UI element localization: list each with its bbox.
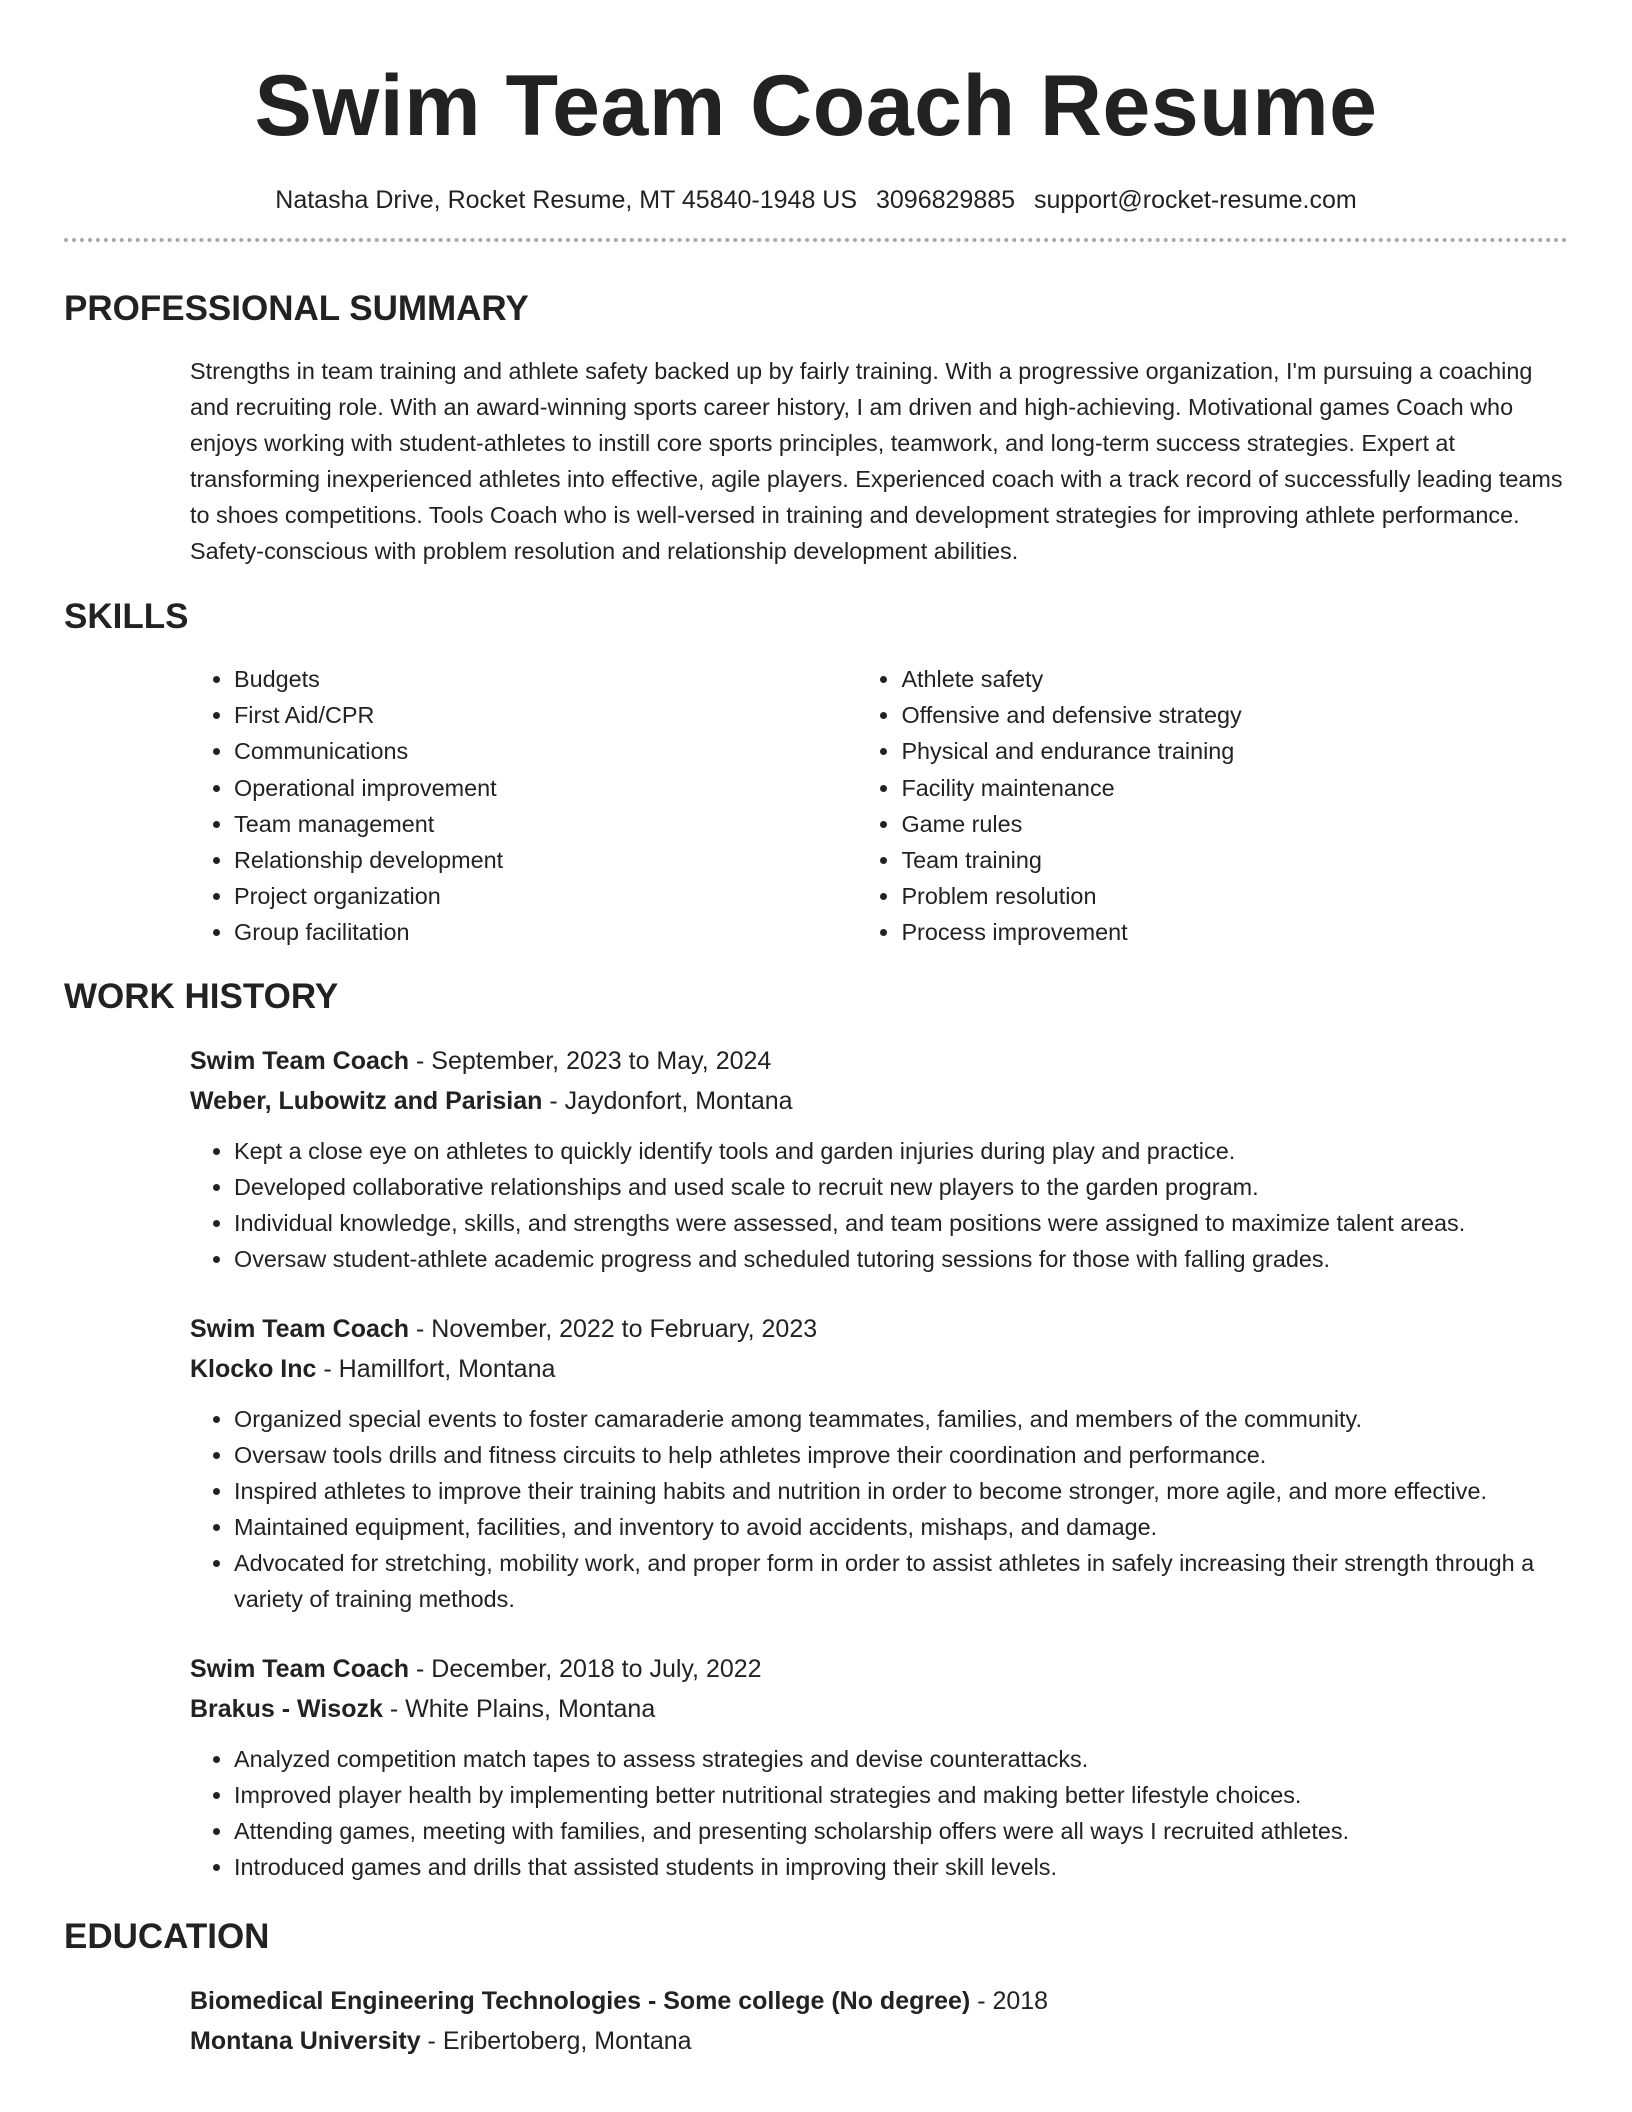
job-bullet: • Kept a close eye on athletes to quickly identify tools and garden injuries during play and practice. [234,1133,1568,1169]
job-company-line [190,1349,1568,1389]
job-bullet: • Attending games, meeting with families, and presenting scholarship offers were all ways I recruited athletes. [234,1813,1568,1849]
skill-item: • Team training [901,842,1568,878]
skill-item: • Facility maintenance [901,770,1568,806]
job-company: Brakus - Wisozk [190,1694,383,1723]
job-bullet: • Oversaw student-athlete academic progress and scheduled tutoring sessions for those with falling grades. [234,1241,1568,1277]
section-heading-work-history: WORK HISTORY [64,976,339,1016]
skill-item: • Game rules [901,806,1568,842]
job-dates: November, 2022 to February, 2023 [431,1314,818,1343]
job-title-line [190,1309,1568,1349]
job-bullets [190,1401,1568,1617]
section-heading-education: EDUCATION [64,1916,270,1956]
skills-list [190,661,1568,951]
job-bullet: • Individual knowledge, skills, and strengths were assessed, and team positions were assigned to maximize talent areas. [234,1205,1568,1241]
education-school-line [190,2021,1568,2061]
job-entry [190,1649,1568,1885]
job-bullet: • Maintained equipment, facilities, and inventory to avoid accidents, mishaps, and damage. [234,1509,1568,1545]
job-company: Klocko Inc [190,1354,317,1383]
section-heading-skills: SKILLS [64,597,189,636]
job-bullet: • Oversaw tools drills and fitness circuits to help athletes improve their coordination and performance. [234,1437,1568,1473]
job-bullets [190,1133,1568,1277]
job-location: White Plains, Montana [405,1694,656,1723]
skill-item: • Problem resolution [901,878,1568,914]
job-dates: September, 2023 to May, 2024 [431,1046,772,1075]
resume-page [64,0,1568,2061]
job-title-line [190,1041,1568,1081]
education-year: 2018 [992,1986,1049,2015]
separator: - [316,1354,339,1383]
job-dates: December, 2018 to July, 2022 [431,1654,762,1683]
skill-item: • Team management [234,806,857,842]
job-company: Weber, Lubowitz and Parisian [190,1086,543,1115]
skill-item: • Project organization [234,878,857,914]
skill-item: • First Aid/CPR [234,697,857,733]
skill-item: • Budgets [234,661,857,697]
summary-text: Strengths in team training and athlete safety backed up by fairly training. With a progressive organization, I'm pursuing a coaching and recruiting role. With an award-winning sports career history, I am driven and high-achieving. Motivational games Coach who enjoys working with student-athletes to instill core sports principles, teamwork, and long-term success strategies. Expert at transforming inexperienced athletes into effective, agile players. Experienced coach with a track record of successfully leading teams to shoes competitions. Tools Coach who is well-versed in training and development strategies for improving athlete performance. Safety-conscious with problem resolution and relationship development abilities. [190,358,1563,564]
job-title: Swim Team Coach [190,1046,410,1075]
job-title: Swim Team Coach [190,1314,410,1343]
contact-address: Natasha Drive, Rocket Resume, MT 45840-1948 US [275,186,858,214]
job-title: Swim Team Coach [190,1654,410,1683]
header-divider [64,238,1568,242]
job-location: Jaydonfort, Montana [564,1086,793,1115]
education-school: Montana University [190,2026,421,2055]
skill-item: • Physical and endurance training [901,733,1568,769]
separator: - [420,2026,443,2055]
contact-phone: 3096829885 [876,186,1016,214]
job-title-line [190,1649,1568,1689]
job-bullet: • Inspired athletes to improve their training habits and nutrition in order to become stronger, more agile, and more effective. [234,1473,1568,1509]
job-bullet: • Improved player health by implementing better nutritional strategies and making better lifestyle choices. [234,1777,1568,1813]
job-entry [190,1041,1568,1277]
section-heading-summary: PROFESSIONAL SUMMARY [64,289,529,328]
job-entry [190,1309,1568,1617]
separator: - [970,1986,993,2015]
separator: - [542,1086,565,1115]
skill-item: • Group facilitation [234,914,857,950]
skill-item: • Operational improvement [234,770,857,806]
contact-line [64,184,1568,216]
separator: - [409,1654,432,1683]
education-location: Eribertoberg, Montana [442,2026,692,2055]
skill-item: • Process improvement [901,914,1568,950]
job-company-line [190,1081,1568,1121]
skill-item: • Athlete safety [901,661,1568,697]
skill-item: • Relationship development [234,842,857,878]
skills-column-left [190,661,857,951]
job-bullet: • Developed collaborative relationships and used scale to recruit new players to the garden program. [234,1169,1568,1205]
separator: - [382,1694,406,1723]
separator: - [409,1046,432,1075]
job-bullet: • Analyzed competition match tapes to assess strategies and devise counterattacks. [234,1741,1568,1777]
education-entry [190,1981,1568,2061]
job-bullet: • Organized special events to foster camaraderie among teammates, families, and members of the community. [234,1401,1568,1437]
job-location: Hamillfort, Montana [338,1354,556,1383]
resume-title: Swim Team Coach Resume [254,58,1378,154]
contact-email: support@rocket-resume.com [1034,186,1357,214]
job-bullet: • Advocated for stretching, mobility work, and proper form in order to assist athletes in safely increasing their strength through a variety of training methods. [234,1545,1568,1617]
education-degree: Biomedical Engineering Technologies - Some college (No degree) [190,1986,971,2015]
separator: - [409,1314,432,1343]
skill-item: • Offensive and defensive strategy [901,697,1568,733]
skills-column-right [857,661,1568,951]
education-degree-line [190,1981,1568,2021]
job-bullets [190,1741,1568,1885]
job-bullet: • Introduced games and drills that assisted students in improving their skill levels. [234,1849,1568,1885]
skill-item: • Communications [234,733,857,769]
job-company-line [190,1689,1568,1729]
